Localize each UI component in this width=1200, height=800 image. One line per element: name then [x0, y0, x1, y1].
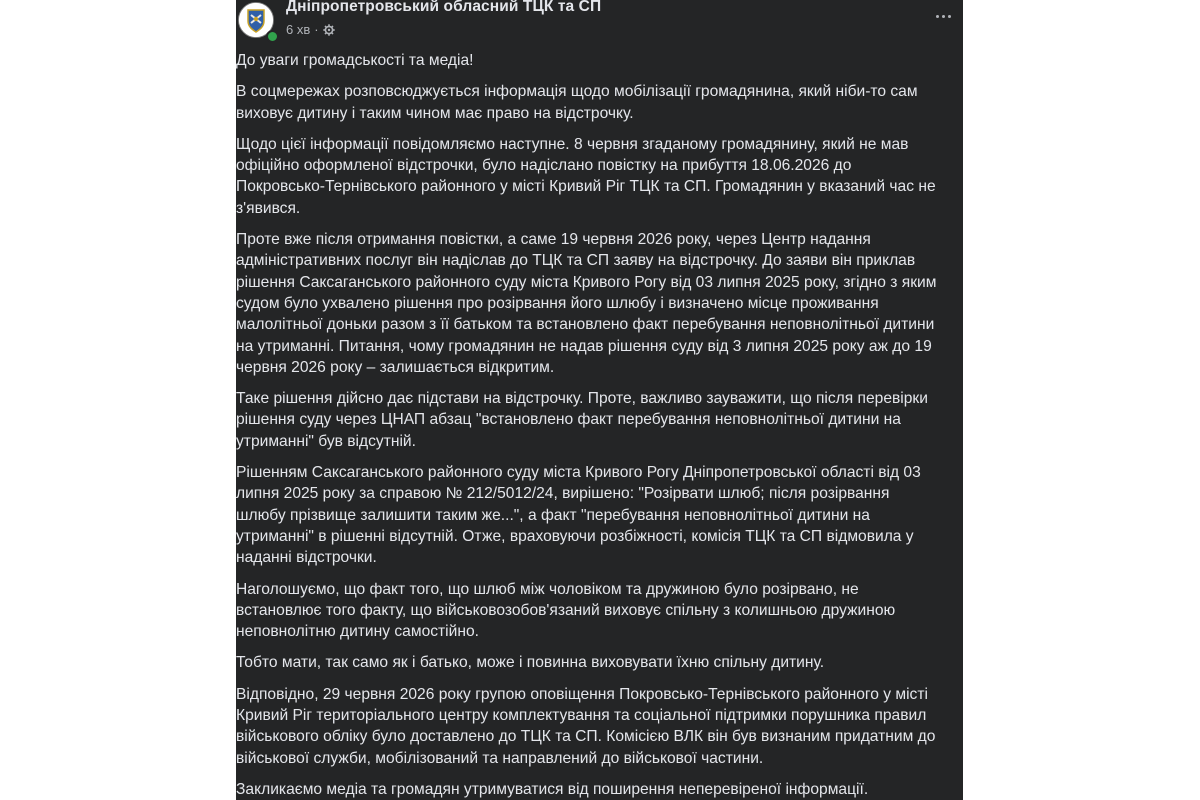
paragraph-line: неповнолітню дитину самостійно. — [236, 623, 479, 641]
paragraph-line: встановлює того факту, що військовозобов'язаний виховує спільну з колишньою дружиною — [236, 601, 896, 619]
paragraph-line: військової служби, мобілізований та направлений до військової частини. — [236, 749, 764, 767]
paragraph-line: Проте вже після отримання повістки, а саме 19 червня 2026 року, через Центр надання — [236, 231, 871, 249]
paragraph-line: виховує дитину і таким чином має право на відстрочку. — [236, 104, 634, 122]
paragraph-line: на утриманні. Питання, чому громадянин не надав рішення суду від 3 липня 2025 року аж до 19 — [236, 337, 932, 355]
more-options-icon-dot — [936, 15, 939, 18]
paragraph-line: рішення Саксаганського районного суду міста Кривого Рогу від 03 липня 2025 року, згідно з яким — [236, 273, 937, 291]
post-paragraph — [236, 652, 963, 673]
post-header — [236, 0, 963, 46]
paragraph-line: Тобто мати, так само як і батько, може і повинна виховувати їхню спільну дитину. — [236, 654, 825, 672]
post-paragraph — [236, 388, 963, 452]
post-paragraph — [236, 579, 963, 643]
page-name-link[interactable]: Дніпропетровський обласний ТЦК та СП — [286, 0, 602, 15]
paragraph-line: Таке рішення дійсно дає підстави на відстрочку. Проте, важливо зауважити, що після перевірки — [236, 390, 928, 408]
post-time[interactable]: 6 хв — [286, 22, 311, 37]
paragraph-line: Відповідно, 29 червня 2026 року групою оповіщення Покровсько-Тернівського районного у місті — [236, 685, 928, 703]
paragraph-line: Кривий Ріг територіального центру комплектування та соціальної підтримки порушника правил — [236, 707, 927, 725]
paragraph-line: Наголошуємо, що факт того, що шлюб між чоловіком та дружиною було розірвано, не — [236, 580, 859, 598]
paragraph-line: з'явився. — [236, 199, 301, 217]
paragraph-line: шлюбу прізвище залишити таким же...", а факт "перебування неповнолітньої дитини на — [236, 506, 870, 524]
paragraph-line: утриманні" в рішенні відсутній. Отже, враховуючи розбіжності, комісія ТЦК та СП відмовила у — [236, 527, 914, 545]
post-paragraph — [236, 229, 963, 378]
gear-icon[interactable] — [323, 24, 335, 36]
paragraph-line: липня 2025 року за справою № 212/5012/24, вирішено: "Розірвати шлюб; після розірвання — [236, 485, 890, 503]
post-paragraph — [236, 81, 963, 124]
paragraph-line: Щодо цієї інформації повідомляємо наступне. 8 червня згаданому громадянину, який не мав — [236, 135, 909, 153]
post-paragraph — [236, 134, 963, 219]
online-status-dot — [266, 30, 279, 43]
paragraph-line: наданні відстрочки. — [236, 549, 377, 567]
paragraph-line: рішення суду через ЦНАП абзац "встановлено факт перебування неповнолітньої дитини на — [236, 411, 901, 429]
paragraph-line: В соцмережах розповсюджується інформація щодо мобілізації громадянина, який ніби-то сам — [236, 83, 918, 101]
more-options-button[interactable] — [931, 6, 955, 26]
paragraph-line: Рішенням Саксаганського районного суду міста Кривого Рогу Дніпропетровської області від 03 — [236, 464, 921, 482]
paragraph-line: червня 2026 року – залишається відкритим. — [236, 358, 555, 376]
more-options-icon-dot — [948, 15, 951, 18]
paragraph-line: Закликаємо медіа та громадян утримуватися від поширення неперевіреної інформації. — [236, 780, 869, 798]
paragraph-line: утриманні" був відсутній. — [236, 432, 416, 450]
post-paragraph — [236, 462, 963, 568]
facebook-post — [236, 0, 963, 800]
paragraph-line: малолітньої доньки разом з її батьком та встановлено факт перебування неповнолітньої дитини — [236, 316, 935, 334]
post-paragraph — [236, 779, 963, 800]
paragraph-line: військового обліку було доставлено до ТЦК та СП. Комісією ВЛК він був визнаним придатним до — [236, 728, 936, 746]
paragraph-line: адміністративних послуг він надіслав до ТЦК та СП заяву на відстрочку. До заяви він приклав — [236, 252, 916, 270]
more-options-icon-dot — [942, 15, 945, 18]
post-paragraph — [236, 50, 963, 71]
post-paragraph — [236, 684, 963, 769]
paragraph-line: офіційно оформленої відстрочки, було надіслано повістку на прибуття 18.06.2026 до — [236, 157, 852, 175]
post-meta — [286, 22, 335, 37]
meta-separator: · — [314, 22, 319, 37]
paragraph-line: судом було ухвалено рішення про розірвання його шлюбу і визначено місце проживання — [236, 294, 879, 312]
paragraph-line: До уваги громадськості та медіа! — [236, 52, 474, 69]
post-text — [236, 50, 963, 800]
paragraph-line: Покровсько-Тернівського районного у місті Кривий Ріг ТЦК та СП. Громадянин у вказаний час не — [236, 178, 936, 196]
